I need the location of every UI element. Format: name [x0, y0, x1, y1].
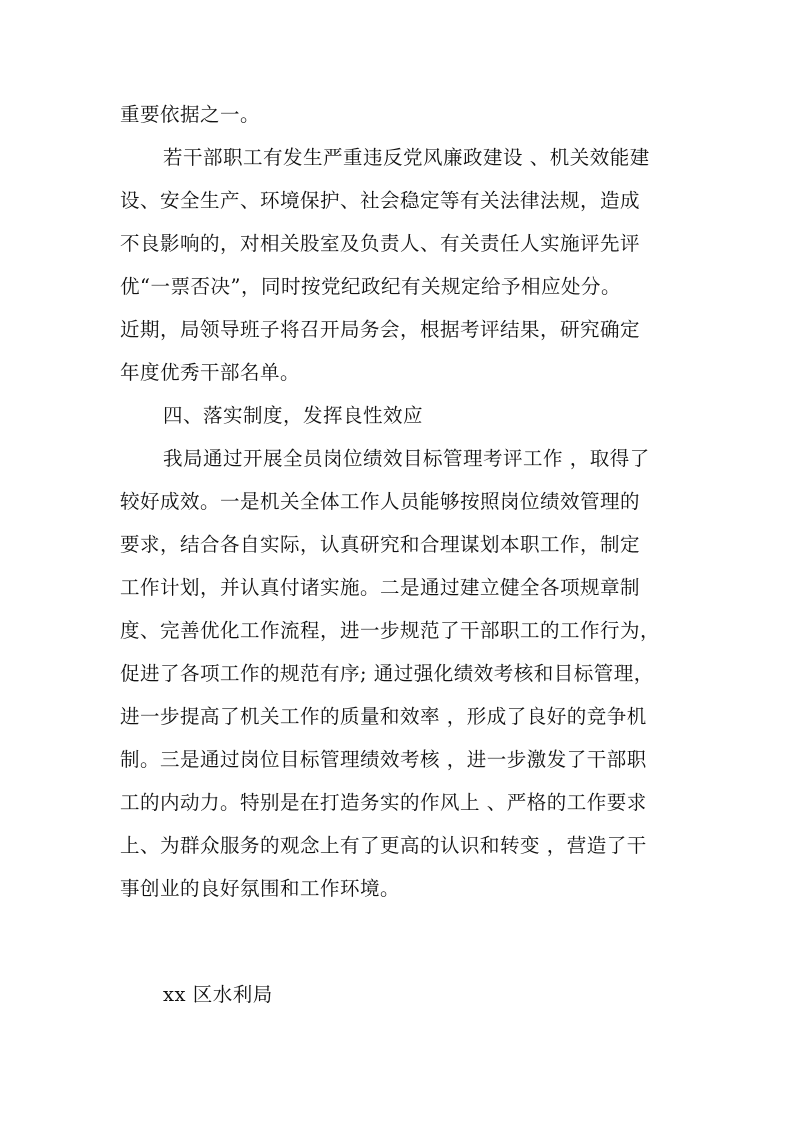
signature: xx 区水利局 [163, 983, 273, 1006]
section-heading: 四、落实制度，发挥良性效应 [163, 404, 424, 427]
paragraph-line: 工作计划，并认真付诸实施。二是通过建立健全各项规章制 [120, 576, 641, 599]
paragraph-line: 年度优秀干部名单。 [120, 361, 301, 384]
paragraph-line: 优“一票否决”，同时按党纪政纪有关规定给予相应处分。 [120, 275, 621, 298]
paragraph-line: 事创业的良好氛围和工作环境。 [120, 877, 401, 900]
paragraph-line: 促进了各项工作的规范有序; 通过强化绩效考核和目标管理， [120, 662, 654, 685]
paragraph-line: 要求，结合各自实际，认真研究和合理谋划本职工作，制定 [120, 533, 641, 556]
paragraph-line: 度、完善优化工作流程，进一步规范了干部职工的工作行为， [120, 619, 661, 642]
paragraph-line: 工的内动力。特别是在打造务实的作风上 、严格的工作要求 [120, 791, 647, 814]
paragraph-line: 不良影响的，对相关股室及负责人、有关责任人实施评先评 [120, 232, 641, 255]
paragraph-line: 进一步提高了机关工作的质量和效率 ，形成了良好的竞争机 [120, 705, 647, 728]
paragraph-line: 我局通过开展全员岗位绩效目标管理考评工作 ，取得了 [163, 447, 650, 470]
paragraph-line: 较好成效。一是机关全体工作人员能够按照岗位绩效管理的 [120, 490, 641, 513]
paragraph-line: 上、为群众服务的观念上有了更高的认识和转变 ，营造了干 [120, 834, 647, 857]
paragraph-line: 若干部职工有发生严重违反党风廉政建设 、机关效能建 [163, 146, 650, 169]
paragraph-line: 近期，局领导班子将召开局务会，根据考评结果，研究确定 [120, 318, 641, 341]
paragraph-line: 设、安全生产、环境保护、社会稳定等有关法律法规，造成 [120, 189, 641, 212]
paragraph-line: 制。三是通过岗位目标管理绩效考核 ，进一步激发了干部职 [120, 748, 647, 771]
paragraph-line: 重要依据之一。 [120, 103, 261, 126]
